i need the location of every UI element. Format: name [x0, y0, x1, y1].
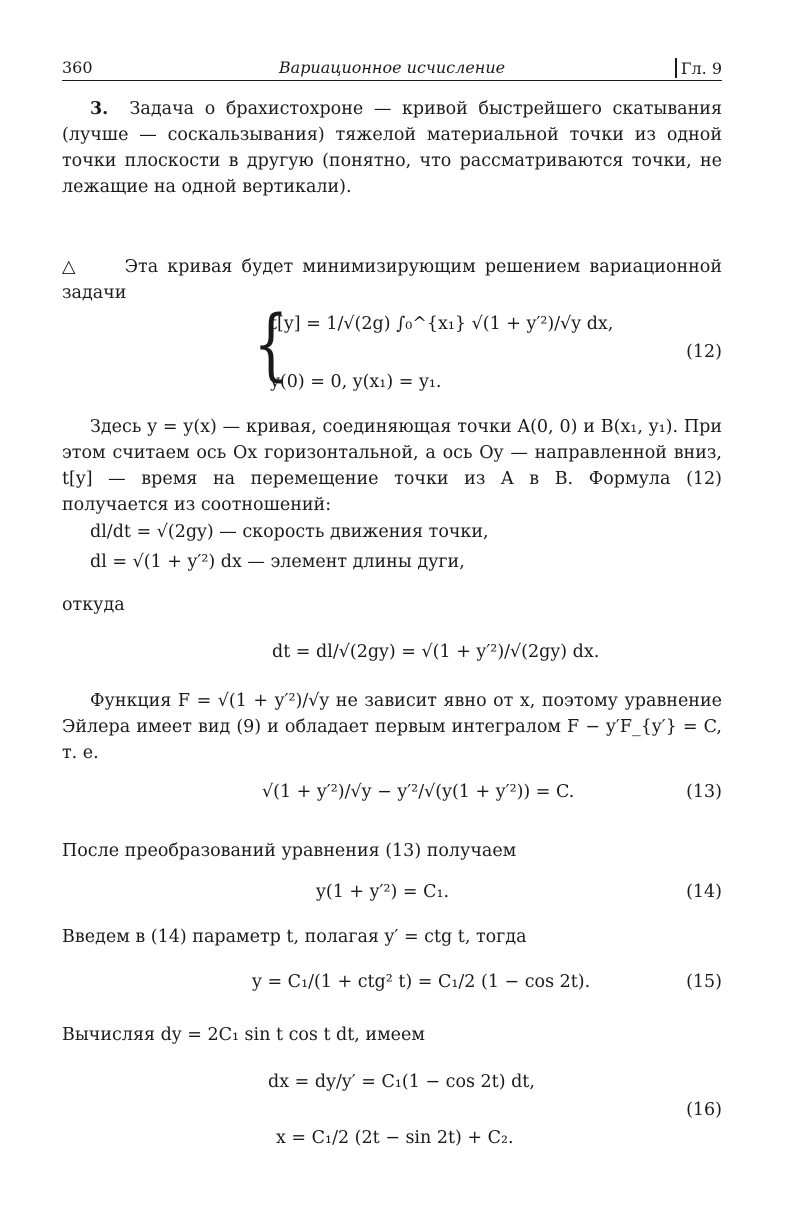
chapter-label: Гл. 9 [675, 58, 722, 78]
solution-intro: △ Эта кривая будет минимизирующим решением вариационной задачи [62, 257, 722, 303]
relation-speed: dl/dt = √(2gy) — скорость движения точки, [90, 522, 489, 542]
equation-13 [62, 772, 722, 818]
eq13-number: (13) [686, 782, 722, 802]
equation-12: { t[y] = 1/√(2g) ∫₀^{x₁} √(1 + y′²)/√y dx, y(0) = 0, y(x₁) = y₁. (12) [253, 300, 722, 392]
eq16-line1: dx = dy/y′ = C₁(1 − cos 2t) dt, [268, 1072, 535, 1092]
relation-arc-length: dl = √(1 + y′²) dx — элемент длины дуги, [90, 552, 465, 572]
relations [62, 520, 722, 580]
paragraph-2: Функция F = √(1 + y′²)/√y не зависит явно от x, поэтому уравнение Эйлера имеет вид (9) и обладает первым интегралом F − y′F_{y′} = C, т. е. [62, 691, 722, 763]
triangle-marker-icon: △ [62, 257, 80, 277]
paragraph-1: Здесь y = y(x) — кривая, соединяющая точки A(0, 0) и B(x₁, y₁). При этом считаем ось Ox горизонтальной, а ось Oy — направленной вниз, t[y] — время на перемещение точки из A в B. Формула (12) получается из соотношений: [62, 417, 722, 515]
dt-equation: dt = dl/√(2gy) = √(1 + y′²)/√(2gy) dx. [272, 642, 600, 662]
eq13-body: √(1 + y′²)/√y − y′²/√(y(1 + y′²)) = C. [262, 782, 575, 802]
eq12-line2: y(0) = 0, y(x₁) = y₁. [270, 372, 442, 392]
header-title: Вариационное исчисление [278, 58, 506, 77]
eq14-body: y(1 + y′²) = C₁. [316, 882, 450, 902]
eq12-line1: t[y] = 1/√(2g) ∫₀^{x₁} √(1 + y′²)/√y dx, [270, 314, 614, 334]
whence-text: откуда [62, 595, 125, 615]
running-header [62, 58, 722, 81]
equation-14 [62, 880, 722, 910]
equation-15 [62, 966, 722, 1006]
page-number: 360 [62, 58, 93, 77]
eq12-number: (12) [686, 342, 722, 362]
problem-text: Задача о брахистохроне — кривой быстрейшего скатывания (лучше — соскальзывания) тяжелой материальной точки из одной точки плоскости в другую (понятно, что рассматриваются точки, не лежащие на одной вертикали). [62, 99, 722, 197]
problem-number: 3. [90, 99, 109, 119]
equation-dt [62, 636, 722, 676]
eq14-number: (14) [686, 882, 722, 902]
paragraph-3: После преобразований уравнения (13) получаем [62, 841, 517, 861]
problem-statement [62, 96, 722, 200]
eq15-body: y = C₁/(1 + ctg² t) = C₁/2 (1 − cos 2t). [252, 972, 591, 992]
eq16-line2: x = C₁/2 (2t − sin 2t) + C₂. [276, 1128, 514, 1148]
book-page [62, 0, 722, 1216]
paragraph-5: Вычисляя dy = 2C₁ sin t cos t dt, имеем [62, 1025, 426, 1045]
eq15-number: (15) [686, 972, 722, 992]
paragraph-4: Введем в (14) параметр t, полагая y′ = ctg t, тогда [62, 927, 527, 947]
equation-16 [62, 1068, 722, 1164]
eq16-number: (16) [686, 1100, 722, 1120]
